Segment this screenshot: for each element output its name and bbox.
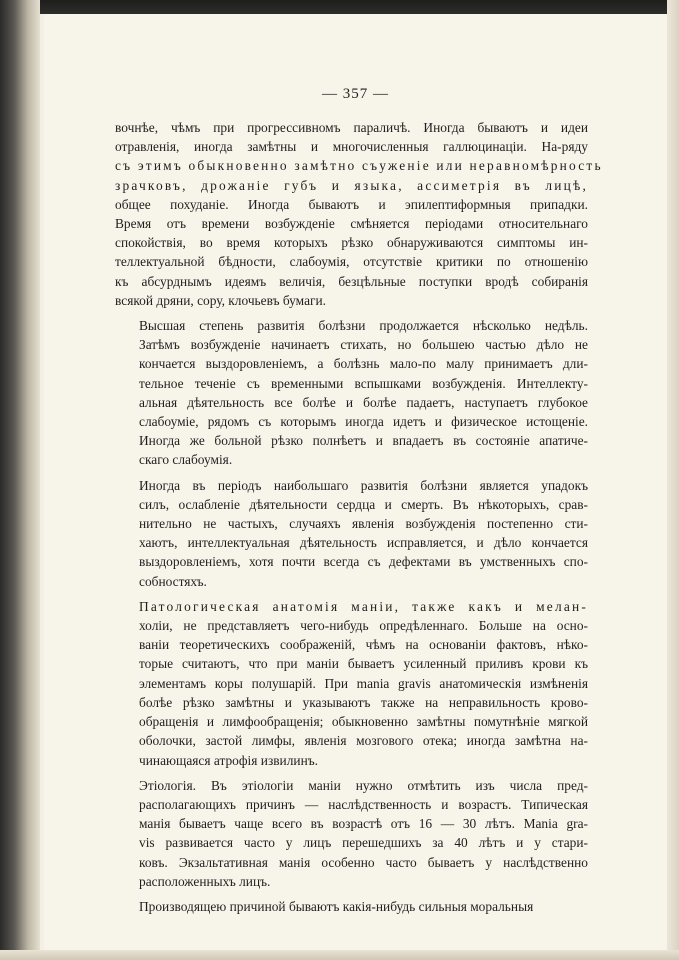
text-line: холіи, не представляетъ чего-нибудь опредѣленнаго. Больше на осно-: [139, 618, 588, 634]
text-line: всякой дряни, сору, клочьевъ бумаги.: [115, 292, 327, 308]
text-line: ковъ. Экзальтативная манія особенно часто бываетъ у наслѣдственно: [139, 854, 588, 870]
scan-left-gutter: [0, 0, 40, 960]
text-line: скаго слабоумія.: [139, 452, 233, 468]
text-line: силъ, ослабленіе дѣятельности сердца и смерть. Въ нѣкоторыхъ, срав-: [139, 496, 588, 512]
text-line: ваніи теоретическихъ соображеній, чѣмъ на основаніи фактовъ, нѣко-: [139, 637, 588, 653]
text-line: кончается выздоровленіемъ, а болѣзнь мало-по малу принимаетъ дли-: [139, 356, 588, 372]
text-line: нительно не частыхъ, случаяхъ явленія возбужденія постепенно сти-: [139, 516, 588, 532]
text-line: вочнѣе, чѣмъ при прогрессивномъ параличѣ. Иногда бываютъ и идеи: [115, 120, 588, 135]
text-line: Производящею причиной бываютъ какія-нибудь сильныя моральныя: [139, 898, 534, 914]
text-line: Высшая степень развитія болѣзни продолжается нѣсколько недѣль.: [139, 318, 588, 334]
scan-bottom-edge: [0, 950, 679, 960]
text-line: располагающихъ причинъ — наслѣдственность и возрастъ. Типическая: [139, 796, 588, 812]
text-line: къ абсурднымъ идеямъ величія, безцѣльные поступки вродѣ собиранія: [115, 273, 588, 289]
text-line: расположенныхъ лицъ.: [139, 873, 271, 889]
page-text: [115, 118, 603, 922]
text-line: выздоровленіемъ, хотя почти всегда съ дефектами въ умственныхъ спо-: [139, 554, 588, 570]
text-line: Затѣмъ возбужденіе начинаетъ стихать, но большею частью дѣло не: [139, 337, 588, 353]
text-line: манія бываетъ чаще всего въ возрастѣ отъ 16 — 30 лѣтъ. Mania gra-: [139, 816, 588, 832]
text-line: Время отъ времени возбужденіе смѣняется періодами относительнаго: [115, 216, 588, 232]
book-page: [44, 14, 667, 950]
scan-right-edge: [667, 0, 679, 960]
text-line: собностяхъ.: [139, 573, 207, 589]
paragraph-3: [115, 476, 588, 591]
paragraph-4: [115, 597, 588, 770]
text-line: общее похуданіе. Иногда бываютъ и эпилептиформныя припадки.: [115, 196, 588, 212]
paragraph-1: [115, 118, 603, 310]
paragraph-2: [115, 316, 588, 470]
scan-top-border: [0, 0, 679, 14]
text-line: болѣе рѣзко замѣтны и указываютъ также на неправильность крово-: [139, 694, 588, 710]
text-line: съ этимъ обыкновенно замѣтно съуженіе или неравномѣрность: [115, 158, 603, 174]
text-line: тельное теченіе съ временными вспышками возбужденія. Интеллекту-: [139, 375, 588, 391]
text-line: Иногда же больной рѣзко полнѣетъ и впадаетъ въ состояніе апатиче-: [139, 433, 588, 449]
text-line: слабоуміе, рядомъ съ которымъ иногда идетъ и физическое истощеніе.: [139, 414, 588, 430]
text-line: отравленія, иногда замѣтны и многочисленныя галлюцинаціи. На-ряду: [115, 139, 588, 155]
page-number: — 357 —: [322, 86, 389, 102]
text-line: чинающаяся атрофія извилинъ.: [139, 752, 319, 768]
text-line: оболочки, застой лимфы, явленія мозгового отека; иногда замѣтна на-: [139, 733, 588, 749]
text-line: обращенія и лимфообращенія; обыкновенно замѣтны помутнѣніе мягкой: [139, 714, 588, 730]
text-line: Этіологія. Въ этіологіи маніи нужно отмѣтить изъ числа пред-: [139, 777, 588, 793]
text-line: торые считаютъ, что при маніи бываетъ усиленный приливъ крови къ: [139, 656, 588, 672]
paragraph-6: [115, 897, 588, 916]
text-line: элементамъ коры полушарій. При mania gravis анатомическія измѣненія: [139, 675, 588, 691]
text-line: зрачковъ, дрожаніе губъ и языка, ассиметрія въ лицѣ,: [115, 177, 588, 193]
text-line: хаютъ, интеллектуальная дѣятельность исправляется, и дѣло кончается: [139, 535, 588, 551]
text-line: Иногда въ періодъ наибольшаго развитія болѣзни является упадокъ: [139, 477, 588, 493]
text-line: Патологическая анатомія маніи, также какъ и мелан-: [139, 598, 588, 614]
text-line: альная дѣятельность все болѣе и болѣе падаетъ, наступаетъ глубокое: [139, 394, 588, 410]
text-line: теллектуальной бѣдности, слабоумія, отсутствіе критики по отношенію: [115, 254, 588, 270]
paragraph-5: [115, 776, 588, 891]
text-line: vis развивается часто у лицъ перешедшихъ за 40 лѣтъ и у стари-: [139, 835, 588, 851]
text-line: спокойствія, во время которыхъ рѣзко обнаруживаются симптомы ин-: [115, 235, 588, 251]
